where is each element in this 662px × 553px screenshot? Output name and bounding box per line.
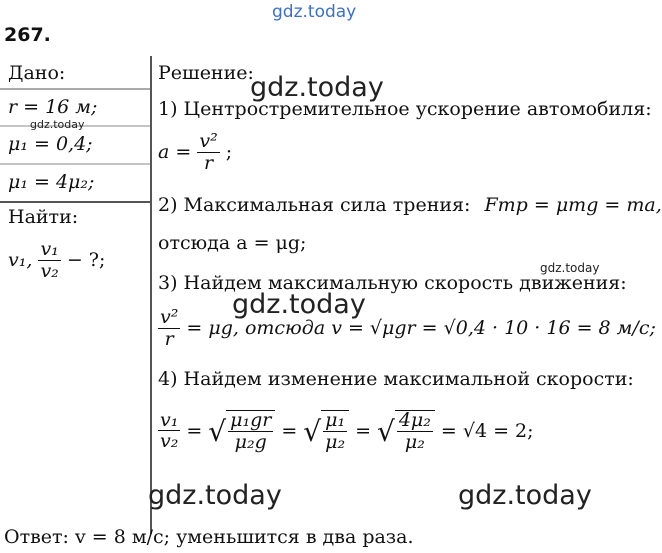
eq3-tail: = μg, отсюда v = √μgr = √0,4 · 10 · 16 = 8 м/с;: [186, 316, 656, 339]
given-r: r = 16 м;: [8, 96, 98, 118]
eq4-root1: [208, 410, 275, 453]
divider-vertical: [150, 56, 152, 534]
watermark-top: gdz.today: [272, 2, 357, 22]
eq3-den: r: [164, 327, 174, 350]
watermark-4: gdz.today: [148, 480, 282, 511]
watermark-5: gdz.today: [458, 480, 592, 511]
eq4-eq1: =: [186, 420, 203, 443]
eq4-r1-num: μ₁gr: [230, 409, 272, 431]
eq1-tail: ;: [225, 140, 233, 163]
step-2: [158, 194, 662, 216]
eq4-ratio: [158, 408, 180, 453]
eq4-root2: [303, 410, 349, 453]
given-watermark: gdz.today: [30, 118, 85, 131]
watermark-3: gdz.today: [232, 289, 366, 320]
eq-2b: отсюда a = μg;: [158, 232, 307, 254]
sqrt-symbol-3: √: [377, 414, 395, 448]
eq4-r2-den: μ₂: [325, 430, 346, 453]
watermark-1: gdz.today: [250, 72, 384, 103]
find-ratio-num: v₁: [40, 238, 59, 260]
eq1-den: r: [203, 151, 214, 174]
find-ratio-den: v₂: [40, 259, 59, 282]
eq1-num: v²: [199, 130, 218, 152]
eq-1: [158, 132, 232, 174]
find-v1: v₁,: [8, 248, 33, 271]
step-4: 4) Найдем изменение максимальной скорости:: [158, 368, 634, 390]
given-mu1: μ₁ = 0,4;: [8, 133, 93, 155]
eq3-frac: [158, 308, 180, 350]
solution-title: Решение:: [158, 62, 254, 84]
eq1-frac: [197, 132, 219, 174]
eq4-eq3: =: [355, 420, 371, 443]
eq-3: [158, 308, 656, 350]
eq4-root3: [377, 410, 435, 453]
sqrt-symbol-2: √: [303, 414, 322, 448]
given-title: Дано:: [8, 62, 66, 84]
divider-given-mid2: [0, 163, 150, 165]
eq4-r2-num: μ₁: [325, 409, 346, 431]
find-ratio-tail: − ?;: [66, 248, 106, 271]
step-2-text: 2) Максимальная сила трения:: [158, 194, 471, 216]
step-3: 3) Найдем максимальную скорость движения:: [158, 272, 627, 294]
eq-4: [158, 410, 534, 453]
eq4-r3-den: μ₂: [404, 430, 425, 453]
eq4-v2: v₂: [160, 430, 179, 453]
eq4-r3-num: 4μ₂: [398, 409, 431, 431]
find-ratio: [38, 240, 60, 282]
eq4-v1: v₁: [160, 408, 179, 431]
eq3-num: v²: [160, 306, 179, 328]
watermark-2: gdz.today: [540, 261, 600, 275]
eq-2: Fтр = μmg = ma,: [484, 194, 662, 216]
find-title: Найти:: [8, 206, 79, 228]
answer: Ответ: v = 8 м/с; уменьшится в два раза.: [4, 526, 414, 548]
eq4-r1-den: μ₂g: [234, 430, 267, 453]
eq4-eq2: =: [281, 420, 298, 443]
eq4-tail: = √4 = 2;: [440, 420, 534, 443]
sqrt-symbol-1: √: [208, 414, 227, 448]
find-expression: [8, 240, 105, 282]
step-1: 1) Центростремительное ускорение автомобиля:: [158, 98, 652, 120]
eq1-left: a =: [158, 140, 192, 163]
divider-given: [0, 201, 150, 203]
divider-given-top: [0, 88, 150, 90]
problem-number: 267.: [4, 24, 51, 46]
given-mu-relation: μ₁ = 4μ₂;: [8, 171, 95, 193]
